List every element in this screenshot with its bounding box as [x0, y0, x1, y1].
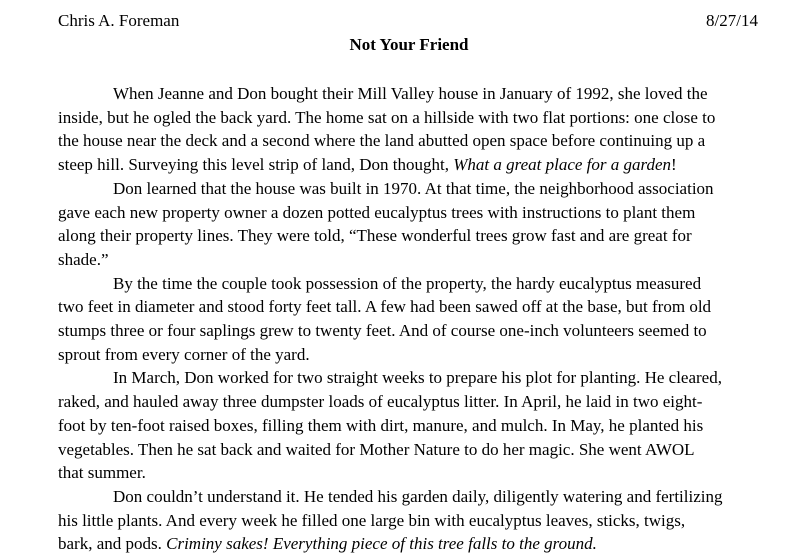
text-line — [58, 201, 695, 225]
text-span: stumps three or four saplings grew to twenty feet. And of course one-inch volunteers seemed to — [58, 321, 707, 340]
italic-text: What a great place for a garden — [453, 155, 672, 175]
text-line — [113, 485, 723, 509]
author-name: Chris A. Foreman — [58, 11, 180, 30]
text-span: foot by ten-foot raised boxes, filling them with dirt, manure, and mulch. In May, he planted his — [58, 415, 704, 435]
text-line — [58, 248, 109, 272]
text-line — [58, 106, 715, 130]
italic-text: Criminy sakes! Everything piece of this tree falls to the ground. — [166, 534, 597, 554]
text-line — [58, 532, 597, 556]
text-span: the house near the deck and a second where the land abutted open space before continuing up a — [58, 131, 706, 151]
text-line — [58, 319, 707, 343]
text-line — [113, 272, 701, 296]
text-line — [58, 390, 702, 414]
text-span: inside, but he ogled the back yard. The home sat on a hillside with two flat portions: one close to — [58, 107, 716, 127]
text-line — [58, 153, 677, 177]
text-line — [58, 414, 703, 438]
text-line — [113, 366, 722, 390]
text-span: Don couldn’t understand it. He tended his garden daily, diligently watering and fertilizing — [113, 486, 723, 506]
text-span: In March, Don worked for two straight weeks to prepare his plot for planting. He cleared, — [113, 368, 722, 388]
text-span: gave each new property owner a dozen potted eucalyptus trees with instructions to plant them — [58, 202, 696, 222]
text-line — [58, 343, 310, 367]
story-title: Not Your Friend — [349, 35, 469, 54]
text-line — [58, 509, 685, 533]
text-span: vegetables. Then he sat back and waited for Mother Nature to do her magic. She went AWOL — [58, 439, 695, 459]
text-span: ! — [671, 155, 677, 175]
text-line — [58, 461, 146, 485]
text-span: shade.” — [58, 249, 109, 269]
text-line — [113, 177, 714, 201]
text-span: his little plants. And every week he filled one large bin with eucalyptus leaves, sticks, twigs, — [58, 510, 686, 530]
text-span: steep hill. Surveying this level strip of land, Don thought, — [58, 155, 454, 175]
text-line — [58, 129, 705, 153]
text-span: sprout from every corner of the yard. — [58, 344, 310, 364]
text-span: Don learned that the house was built in 1970. At that time, the neighborhood association — [113, 178, 714, 198]
text-line — [113, 82, 708, 106]
text-line — [58, 438, 695, 462]
text-span: along their property lines. They were told, “These wonderful trees grow fast and are great for — [58, 226, 692, 246]
text-span: raked, and hauled away three dumpster loads of eucalyptus litter. In April, he laid in two eight- — [58, 392, 703, 412]
text-span: that summer. — [58, 463, 146, 483]
text-line — [58, 224, 692, 248]
text-span: By the time the couple took possession of the property, the hardy eucalyptus measured — [113, 273, 702, 293]
text-span: When Jeanne and Don bought their Mill Valley house in January of 1992, she loved the — [113, 84, 708, 103]
text-line — [58, 295, 711, 319]
document-date: 8/27/14 — [706, 11, 758, 30]
text-span: bark, and pods. — [58, 534, 167, 554]
text-span: two feet in diameter and stood forty feet tall. A few had been sawed off at the base, but from old — [58, 297, 712, 317]
